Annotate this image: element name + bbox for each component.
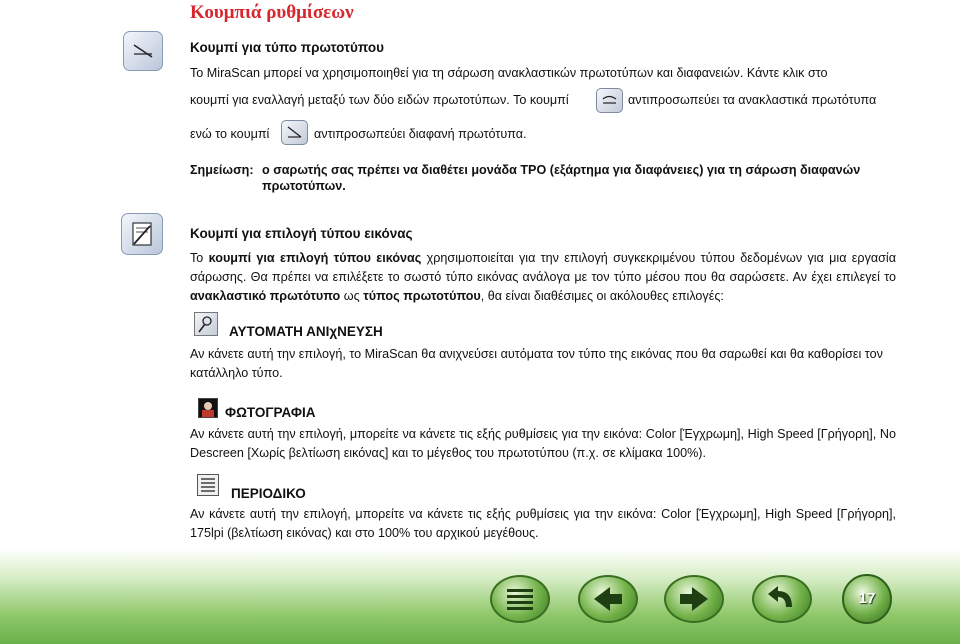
section1-line2b: αντιπροσωπεύει τα ανακλαστικά πρωτότυπα xyxy=(628,93,877,107)
original-type-button-icon[interactable] xyxy=(123,31,163,71)
option-magazine-text: Αν κάνετε αυτή την επιλογή, μπορείτε να κάνετε τις εξής ρυθμίσεις για την εικόνα: Color [Έγχρωμη], High Speed [Γρήγορη], 175lpi (βελτίωση εικόνας) και στο 100% του αρχικού μεγέθους. xyxy=(190,507,896,540)
option-auto-detect-text: Αν κάνετε αυτή την επιλογή, το MiraScan θα ανιχνεύσει αυτόματα τον τύπο της εικόνας που θα σαρωθεί και θα καθορίσει τον κατάλληλο τύπο. xyxy=(190,347,883,380)
next-page-button[interactable] xyxy=(664,575,724,623)
contents-button[interactable] xyxy=(490,575,550,623)
option-photo-text: Αν κάνετε αυτή την επιλογή, μπορείτε να κάνετε τις εξής ρυθμίσεις για την εικόνα: Color [Έγχρωμη], High Speed [Γρήγορη], No Descreen [Χωρίς βελτίωση εικόνας] και το μέγεθος του πρωτοτύπου (π.χ. σε κλίμακα 100%). xyxy=(190,427,896,460)
section2-paragraph: Το κουμπί για επιλογή τύπου εικόνας χρησιμοποιείται για την επιλογή συγκεκριμένου τύπου δεδομένων για μια εργασία σάρωσης. Θα πρέπει να επιλέξετε το σωστό τύπο εικόνας ανάλογα με τον τύπο μέσου που θα σαρώσετε. Αν έχει επιλεγεί το ανακλαστικό πρωτότυπο ως τύπος πρωτοτύπου, θα είναι διαθέσιμες οι ακόλουθες επιλογές: xyxy=(190,251,897,303)
section1-line3b: αντιπροσωπεύει διαφανή πρωτότυπα. xyxy=(314,127,527,141)
reflective-original-icon xyxy=(596,88,623,113)
note-label: Σημείωση: xyxy=(190,163,254,177)
section-heading-image-type: Κουμπί για επιλογή τύπου εικόνας xyxy=(190,226,413,241)
section1-line3a: ενώ το κουμπί xyxy=(190,127,270,141)
section1-line2a: κουμπί για εναλλαγή μεταξύ των δύο ειδών πρωτοτύπων. Το κουμπί xyxy=(190,93,569,107)
auto-detect-icon xyxy=(194,312,218,336)
magazine-icon xyxy=(197,474,219,496)
option-photo-label: ΦΩΤΟΓΡΑΦΙΑ xyxy=(225,405,316,420)
transparent-original-icon xyxy=(281,120,308,145)
page-number: 17 xyxy=(842,574,892,624)
section-heading-original-type: Κουμπί για τύπο πρωτοτύπου xyxy=(190,40,384,55)
section1-line1: Το MiraScan μπορεί να χρησιμοποιηθεί για τη σάρωση ανακλαστικών πρωτοτύπων και διαφανειών. Κάντε κλικ στο xyxy=(190,66,828,80)
image-type-button-icon[interactable] xyxy=(121,213,163,255)
note-text-1: ο σαρωτής σας πρέπει να διαθέτει μονάδα TPO (εξάρτημα για διαφάνειες) για τη σάρωση διαφανών xyxy=(262,163,861,177)
option-magazine-label: ΠΕΡΙΟΔΙΚΟ xyxy=(231,486,306,501)
previous-page-button[interactable] xyxy=(578,575,638,623)
footer-bar xyxy=(0,548,960,644)
option-auto-detect-label: ΑΥΤΟΜΑΤΗ ΑΝΙχΝΕΥΣΗ xyxy=(229,324,383,339)
back-button[interactable] xyxy=(752,575,812,623)
page-title: Κουμπιά ρυθμίσεων xyxy=(190,2,354,23)
photo-icon xyxy=(198,398,218,418)
note-text-2: πρωτοτύπων. xyxy=(262,179,346,193)
